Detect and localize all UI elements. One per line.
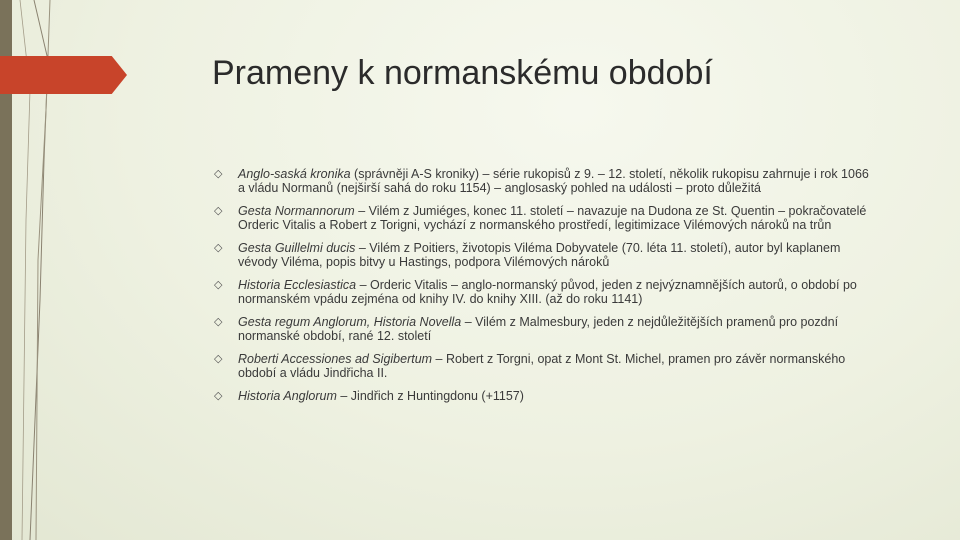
source-description: – Vilém z Jumiéges, konec 11. století – navazuje na Dudona ze St. Quentin – pokračovatelé Orderic Vitalis a Robert z Torigni, vychází z normanského prostředí, legitimizace Vilémových nároků na trůn <box>238 204 867 232</box>
diamond-outline-icon: ◇ <box>214 390 223 402</box>
source-title: Anglo-saská kronika <box>238 167 351 181</box>
source-description: (správněji A-S kroniky) – série rukopisů z 9. – 12. století, několik rukopisu zahrnuje i rok 1066 a vládu Normanů (nejširší sahá do roku 1154) – anglosaský pohled na události – proto důležitá <box>238 167 869 195</box>
source-title: Gesta regum Anglorum, Historia Novella <box>238 315 462 329</box>
source-title: Gesta Normannorum <box>238 204 355 218</box>
bullet-item <box>214 168 874 195</box>
title-accent-arrow <box>0 56 127 94</box>
slide-title: Prameny k normanskému období <box>212 54 713 92</box>
source-description: – Orderic Vitalis – anglo-normanský původ, jeden z nejvýznamnějších autorů, o období po normanském vpádu zejména od knihy IV. do knihy XIII. (až do roku 1141) <box>238 278 857 306</box>
source-title: Gesta Guillelmi ducis <box>238 241 356 255</box>
bullet-item <box>214 279 874 306</box>
diamond-outline-icon: ◇ <box>214 353 223 365</box>
bullet-item <box>214 242 874 269</box>
bullet-item <box>214 353 874 380</box>
source-description: – Jindřich z Huntingdonu (+1157) <box>336 389 524 403</box>
bullet-item <box>214 205 874 232</box>
source-description: – Robert z Torgni, opat z Mont St. Michel, pramen pro závěr normanského období a vládu Jindřicha II. <box>238 352 846 380</box>
source-description: – Vilém z Poitiers, životopis Viléma Dobyvatele (70. léta 11. století), autor byl kaplanem vévody Viléma, popis bitvy u Hastings, podpora Vilémových nároků <box>238 241 841 269</box>
bullet-item <box>214 316 874 343</box>
bullet-list <box>214 168 874 414</box>
source-title: Historia Ecclesiastica <box>238 278 357 292</box>
source-title: Historia Anglorum <box>238 389 337 403</box>
diamond-outline-icon: ◇ <box>214 168 223 180</box>
bullet-item <box>214 390 874 404</box>
source-description: – Vilém z Malmesbury, jeden z nejdůležitějších pramenů pro pozdní normanské období, rané 12. století <box>238 315 839 343</box>
diamond-outline-icon: ◇ <box>214 316 223 328</box>
source-title: Roberti Accessiones ad Sigibertum <box>238 352 433 366</box>
diamond-outline-icon: ◇ <box>214 205 223 217</box>
diamond-outline-icon: ◇ <box>214 279 223 291</box>
diamond-outline-icon: ◇ <box>214 242 223 254</box>
